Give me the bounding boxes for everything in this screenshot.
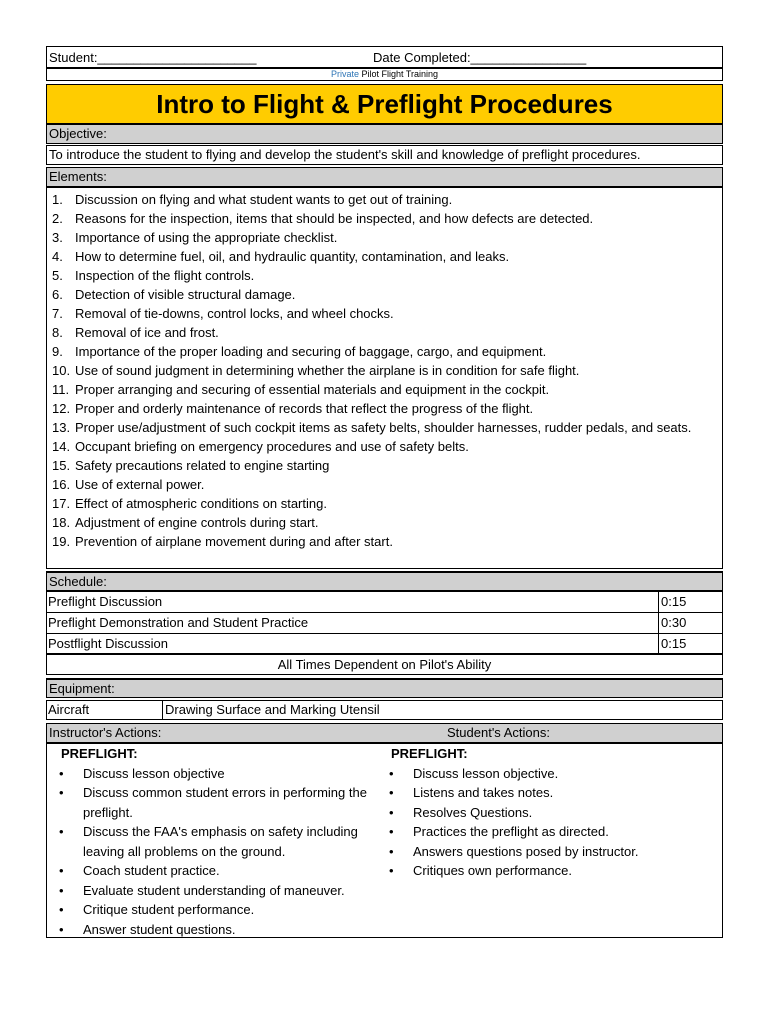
element-item [47,399,722,418]
bullet-icon: • [389,824,394,839]
element-number: 11. [52,382,70,397]
element-number: 14. [52,439,71,454]
element-item [47,475,722,494]
student-action [377,822,717,842]
element-item [47,532,722,551]
element-text: Importance of using the appropriate checklist. [75,230,338,245]
element-number: 6. [52,287,63,302]
lesson-title: Intro to Flight & Preflight Procedures [46,84,723,124]
schedule-time: 0:15 [661,636,687,651]
element-number: 4. [52,249,63,264]
instructor-actions [47,744,377,939]
student-action-text: Discuss lesson objective. [413,765,559,781]
instructor-action [47,920,377,940]
elements-body [46,187,723,569]
equipment-item-aircraft: Aircraft [48,701,163,719]
student-actions [377,744,717,881]
element-text: Importance of the proper loading and securing of baggage, cargo, and equipment. [75,344,547,359]
element-text: Safety precautions related to engine starting [75,458,330,473]
bullet-icon: • [389,863,394,878]
objective-text: To introduce the student to flying and develop the student's skill and knowledge of preflight procedures. [46,145,723,165]
schedule-table [46,591,723,654]
element-item [47,513,722,532]
element-item [47,304,722,323]
instructor-action-text: Answer student questions. [83,921,236,937]
element-number: 7. [52,306,63,321]
element-item [47,228,722,247]
element-text: Use of external power. [75,477,205,492]
instructor-action-text: Discuss common student errors in performing the preflight. [83,785,367,820]
instructor-action-text: Discuss the FAA's emphasis on safety including leaving all problems on the ground. [83,824,358,859]
elements-list [47,190,722,551]
elements-header: Elements: [46,167,723,187]
element-text: Inspection of the flight controls. [75,268,255,283]
bullet-icon: • [389,843,394,859]
instructor-action [47,764,377,784]
element-item [47,494,722,513]
student-action-text: Answers questions posed by instructor. [413,843,639,859]
element-item [47,342,722,361]
bullet-icon: • [59,921,64,937]
bullet-icon: • [59,863,64,878]
schedule-time: 0:15 [661,594,687,609]
element-text: Proper arranging and securing of essential materials and equipment in the cockpit. [75,382,550,397]
element-text: Reasons for the inspection, items that should be inspected, and how defects are detected. [75,211,594,226]
element-text: Proper use/adjustment of such cockpit items as safety belts, shoulder harnesses, rudder pedals, and seats. [75,420,692,435]
element-number: 16. [52,477,71,492]
element-text: How to determine fuel, oil, and hydraulic quantity, contamination, and leaks. [75,249,510,264]
student-field-label: Student:______________________ [49,50,257,65]
element-number: 9. [52,344,63,359]
element-number: 15. [52,458,71,473]
subtitle-row [46,68,723,81]
instructor-action-text: Discuss lesson objective [83,765,225,781]
schedule-activity: Postflight Discussion [47,634,659,654]
student-actions-list [377,764,717,881]
element-number: 2. [52,211,63,226]
element-text: Detection of visible structural damage. [75,287,296,302]
element-text: Removal of ice and frost. [75,325,219,340]
schedule-activity: Preflight Discussion [47,592,659,612]
bullet-icon: • [389,765,394,781]
equipment-header: Equipment: [46,678,723,698]
instructor-action-text: Coach student practice. [83,863,220,878]
objective-header: Objective: [46,124,723,144]
subtitle-private: Private [330,69,359,79]
schedule-header: Schedule: [46,571,723,591]
student-action-text: Resolves Questions. [413,804,533,820]
student-action [377,803,717,823]
schedule-row [47,592,722,613]
student-action-text: Critiques own performance. [413,863,572,878]
element-text: Adjustment of engine controls during start. [75,515,319,530]
student-action [377,783,717,803]
element-text: Effect of atmospheric conditions on starting. [75,496,327,511]
element-text: Occupant briefing on emergency procedures and use of safety belts. [75,439,469,454]
element-item [47,380,722,399]
element-number: 3. [52,230,63,245]
element-number: 10. [52,363,71,378]
element-number: 13. [52,420,71,435]
actions-header [46,723,723,743]
schedule-row [47,634,722,654]
instructor-action [47,900,377,920]
element-text: Discussion on flying and what student wants to get out of training. [75,192,453,207]
instructor-action [47,861,377,881]
schedule-time: 0:30 [661,615,687,630]
student-action [377,764,717,784]
bullet-icon: • [59,824,64,839]
element-text: Removal of tie-downs, control locks, and wheel chocks. [75,306,394,321]
student-preflight-heading: PREFLIGHT: [391,746,468,761]
element-number: 17. [52,496,71,511]
student-action [377,861,717,881]
instructor-actions-label: Instructor's Actions: [49,725,162,740]
element-number: 18. [52,515,71,530]
instructor-action [47,881,377,901]
student-action-text: Listens and takes notes. [413,785,554,800]
actions-body [46,743,723,938]
student-action [377,842,717,862]
element-number: 12. [52,401,71,416]
bullet-icon: • [59,902,64,917]
schedule-row [47,613,722,634]
student-actions-label: Student's Actions: [447,725,550,740]
instructor-action [47,822,377,861]
element-number: 5. [52,268,63,283]
equipment-item-drawing: Drawing Surface and Marking Utensil [165,702,380,717]
element-item [47,266,722,285]
element-text: Proper and orderly maintenance of records that reflect the progress of the flight. [75,401,534,416]
element-item [47,209,722,228]
equipment-row [46,700,723,720]
element-item [47,418,722,437]
bullet-icon: • [59,765,64,781]
bullet-icon: • [389,785,394,800]
element-item [47,361,722,380]
subtitle-program: Pilot Flight Training [361,69,439,79]
element-number: 19. [52,534,71,549]
bullet-icon: • [59,882,64,898]
element-item [47,190,722,209]
element-number: 8. [52,325,63,340]
instructor-actions-list [47,764,377,940]
bullet-icon: • [389,804,394,820]
element-text: Prevention of airplane movement during and after start. [75,534,393,549]
element-item [47,456,722,475]
element-item [47,437,722,456]
instructor-action-text: Evaluate student understanding of maneuver. [83,882,345,898]
element-item [47,247,722,266]
student-action-text: Practices the preflight as directed. [413,824,609,839]
instructor-action-text: Critique student performance. [83,902,255,917]
instructor-action [47,783,377,822]
element-number: 1. [52,192,63,207]
instructor-preflight-heading: PREFLIGHT: [61,746,138,761]
element-item [47,285,722,304]
element-text: Use of sound judgment in determining whether the airplane is in condition for safe flight. [75,363,580,378]
student-date-row [46,46,723,68]
element-item [47,323,722,342]
schedule-note: All Times Dependent on Pilot's Ability [46,654,723,675]
date-completed-label: Date Completed:________________ [373,50,587,65]
bullet-icon: • [59,785,64,800]
schedule-activity: Preflight Demonstration and Student Practice [47,613,659,633]
